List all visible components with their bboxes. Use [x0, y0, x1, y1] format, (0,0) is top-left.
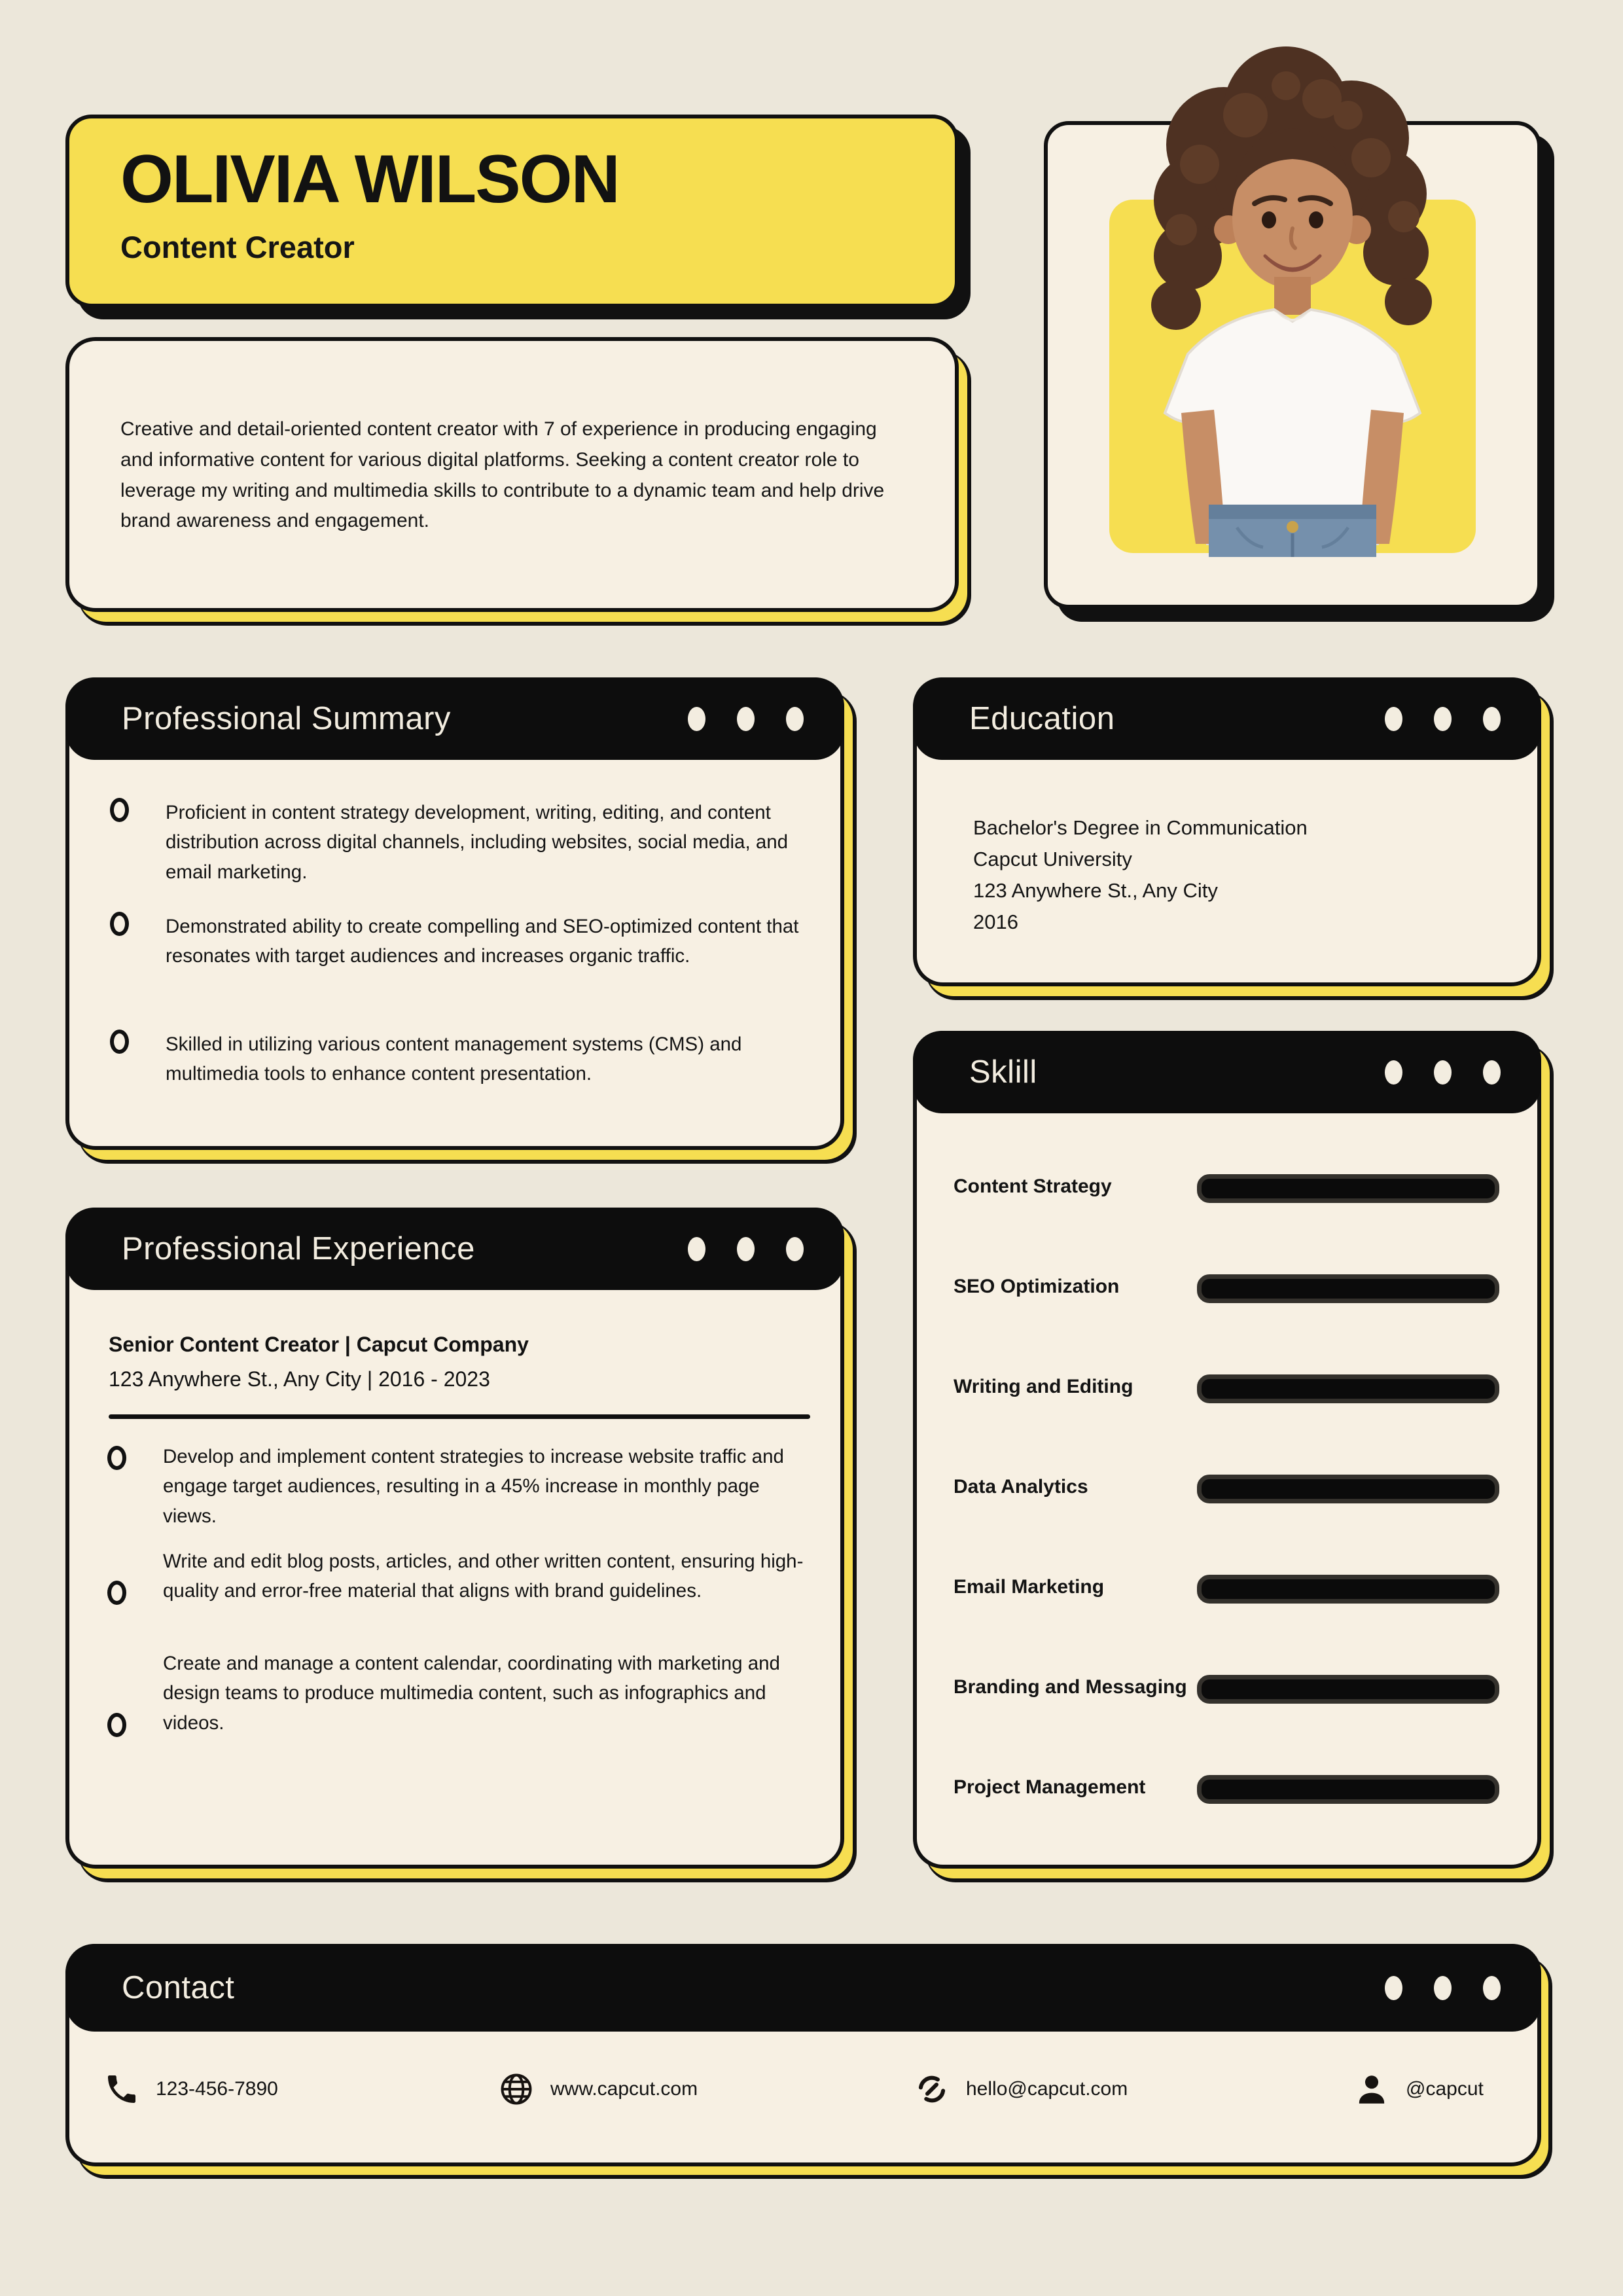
skill-row — [917, 1174, 1537, 1203]
bullet-icon — [107, 1581, 126, 1605]
window-dot — [1385, 1060, 1402, 1085]
summary-bullet — [110, 798, 808, 887]
intro-card — [65, 337, 959, 612]
globe-icon — [498, 2071, 535, 2108]
skills-header — [913, 1031, 1541, 1113]
skill-row — [917, 1575, 1537, 1604]
skill-row — [917, 1475, 1537, 1503]
summary-bullet — [110, 1030, 808, 1089]
skills-card — [913, 1031, 1541, 1869]
window-dot — [737, 1237, 755, 1261]
section-title: Sklill — [969, 1054, 1037, 1090]
person-name: OLIVIA WILSON — [120, 141, 619, 217]
skill-label: Content Strategy — [954, 1175, 1112, 1197]
skill-bar — [1197, 1174, 1499, 1203]
experience-bullet — [107, 1547, 809, 1606]
education-school: Capcut University — [973, 848, 1132, 871]
bullet-icon — [110, 798, 129, 822]
summary-bullet-text: Demonstrated ability to create compelling and SEO-optimized content that resonates with target audiences and increases organic traffic. — [166, 916, 799, 967]
contact-handle-text: @capcut — [1406, 2078, 1484, 2100]
skill-label: Branding and Messaging — [954, 1676, 1187, 1698]
skill-row — [917, 1675, 1537, 1704]
experience-role: Senior Content Creator | Capcut Company — [109, 1333, 529, 1356]
section-title: Education — [969, 701, 1115, 736]
experience-bullet-text: Develop and implement content strategies to increase website traffic and engage target audiences, resulting in a 45% increase in monthly page views. — [163, 1446, 784, 1527]
experience-card — [65, 1208, 844, 1869]
contact-phone — [103, 2071, 278, 2108]
education-address: 123 Anywhere St., Any City — [973, 879, 1218, 903]
skill-bar — [1197, 1374, 1499, 1403]
summary-bullet — [110, 912, 808, 971]
section-title: Contact — [122, 1970, 235, 2005]
education-degree: Bachelor's Degree in Communication — [973, 816, 1308, 839]
photo-card — [1044, 121, 1541, 609]
experience-bullet-text: Create and manage a content calendar, coordinating with marketing and design teams to produce multimedia content, such as infographics and videos. — [163, 1653, 780, 1734]
skill-bar — [1197, 1675, 1499, 1704]
bullet-icon — [110, 1030, 129, 1054]
experience-bullet — [107, 1649, 809, 1738]
phone-icon — [103, 2071, 140, 2108]
window-dots — [1385, 1976, 1501, 2000]
summary-bullet-text: Proficient in content strategy development, writing, editing, and content distribution across digital channels, including websites, social media, and email marketing. — [166, 802, 789, 883]
window-dot — [1483, 707, 1501, 731]
contact-phone-text: 123-456-7890 — [156, 2078, 278, 2100]
professional-summary-card — [65, 677, 844, 1150]
window-dots — [1385, 1060, 1501, 1085]
window-dot — [688, 1237, 705, 1261]
link-icon — [914, 2071, 950, 2108]
skill-bar — [1197, 1475, 1499, 1503]
bullet-icon — [107, 1713, 126, 1737]
person-role: Content Creator — [120, 230, 355, 264]
skill-label: Email Marketing — [954, 1576, 1105, 1598]
professional-summary-header — [65, 677, 844, 760]
contact-email — [914, 2071, 1128, 2108]
contact-handle — [1353, 2071, 1484, 2108]
skill-row — [917, 1274, 1537, 1303]
bullet-icon — [107, 1446, 126, 1470]
skill-label: Data Analytics — [954, 1476, 1088, 1498]
profile-photo — [1090, 46, 1495, 557]
experience-meta: 123 Anywhere St., Any City | 2016 - 2023 — [109, 1367, 490, 1391]
skill-label: Project Management — [954, 1776, 1146, 1798]
user-icon — [1353, 2071, 1390, 2108]
skill-bar — [1197, 1575, 1499, 1604]
summary-bullet-text: Skilled in utilizing various content management systems (CMS) and multimedia tools to enhance content presentation. — [166, 1033, 742, 1085]
window-dot — [1434, 1060, 1452, 1085]
skill-label: Writing and Editing — [954, 1376, 1133, 1397]
section-title: Professional Summary — [122, 701, 451, 736]
window-dot — [737, 707, 755, 731]
intro-text: Creative and detail-oriented content creator with 7 of experience in producing engaging and informative content for various digital platforms. Seeking a content creator role to leverage my writing and multimedia skills to contribute to a dynamic team and help drive brand awareness and engagement. — [120, 418, 885, 532]
skill-bar — [1197, 1274, 1499, 1303]
window-dot — [1385, 1976, 1402, 2000]
window-dots — [1385, 707, 1501, 731]
bullet-icon — [110, 912, 129, 936]
window-dot — [1434, 1976, 1452, 2000]
window-dots — [688, 1237, 804, 1261]
contact-header — [65, 1944, 1541, 2032]
hero-banner — [65, 115, 959, 308]
window-dot — [688, 707, 705, 731]
contact-website-text: www.capcut.com — [550, 2078, 698, 2100]
divider — [109, 1414, 810, 1419]
contact-card — [65, 1944, 1541, 2166]
education-card — [913, 677, 1541, 986]
section-title: Professional Experience — [122, 1231, 475, 1266]
window-dot — [786, 707, 804, 731]
education-header — [913, 677, 1541, 760]
window-dot — [1434, 707, 1452, 731]
window-dot — [1483, 1060, 1501, 1085]
contact-website — [498, 2071, 698, 2108]
skill-row — [917, 1374, 1537, 1403]
skill-bar — [1197, 1775, 1499, 1804]
window-dot — [1483, 1976, 1501, 2000]
contact-email-text: hello@capcut.com — [966, 2078, 1128, 2100]
experience-header — [65, 1208, 844, 1290]
skill-label: SEO Optimization — [954, 1276, 1120, 1297]
experience-bullet-text: Write and edit blog posts, articles, and other written content, ensuring high-quality and error-free material that aligns with brand guidelines. — [163, 1551, 804, 1602]
window-dot — [1385, 707, 1402, 731]
window-dot — [786, 1237, 804, 1261]
skill-row — [917, 1775, 1537, 1804]
experience-bullet — [107, 1442, 809, 1531]
window-dots — [688, 707, 804, 731]
education-year: 2016 — [973, 910, 1018, 934]
